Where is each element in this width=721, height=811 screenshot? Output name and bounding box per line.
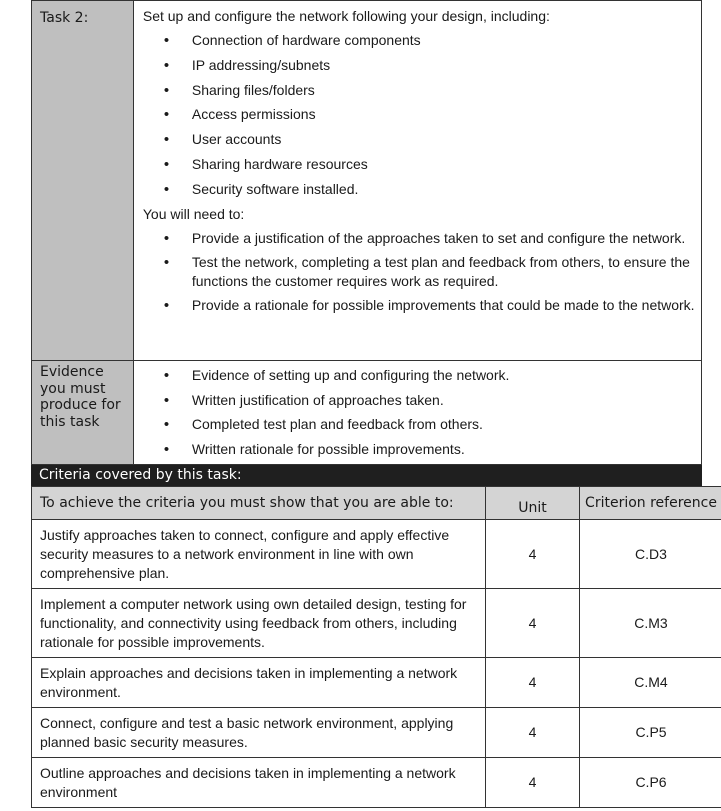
list-item: • Security software installed. [143, 180, 701, 205]
list-item: • Connection of hardware components [143, 31, 701, 56]
reference-cell: C.P6 [580, 758, 721, 808]
unit-cell: 4 [486, 658, 580, 708]
need-item-list [143, 229, 701, 315]
table-row [32, 658, 721, 708]
unit-cell: 4 [486, 520, 580, 589]
task-content [134, 1, 701, 360]
unit-column-header: Unit [486, 487, 580, 520]
criteria-text: Connect, configure and test a basic network environment, applying planned basic security measures. [32, 708, 486, 758]
list-item: • Written rationale for possible improvements. [143, 440, 701, 465]
criteria-table [31, 486, 721, 808]
reference-cell: C.M3 [580, 589, 721, 658]
criteria-heading: Criteria covered by this task: [31, 465, 702, 486]
list-item: • Test the network, completing a test plan and feedback from others, to ensure the functions the customer requires work as required. [143, 253, 701, 291]
need-intro: You will need to: [142, 205, 245, 222]
list-item: • IP addressing/subnets [143, 56, 701, 81]
list-item: • Access permissions [143, 105, 701, 130]
table-row [32, 708, 721, 758]
table-row [32, 520, 721, 589]
evidence-content [134, 361, 701, 464]
unit-cell: 4 [486, 589, 580, 658]
criteria-text: Outline approaches and decisions taken in implementing a network environment [32, 758, 486, 808]
reference-cell: C.P5 [580, 708, 721, 758]
assignment-brief [31, 0, 717, 808]
task-intro: Set up and configure the network following your design, including: [142, 8, 550, 24]
unit-cell: 4 [486, 708, 580, 758]
evidence-list [143, 366, 701, 464]
table-row [32, 758, 721, 808]
criteria-text: Implement a computer network using own detailed design, testing for functionality, and connectivity using feedback from others, including rationale for possible improvements. [32, 589, 486, 658]
criteria-text: Explain approaches and decisions taken in implementing a network environment. [32, 658, 486, 708]
reference-cell: C.M4 [580, 658, 721, 708]
criteria-text: Justify approaches taken to connect, configure and apply effective security measures to a network environment in line with own comprehensive plan. [32, 520, 486, 589]
unit-cell: 4 [486, 758, 580, 808]
criteria-column-header: To achieve the criteria you must show that you are able to: [32, 487, 486, 520]
evidence-row [31, 361, 702, 465]
task-item-list [143, 31, 701, 205]
evidence-label: Evidence you must produce for this task [32, 361, 134, 464]
list-item: • Evidence of setting up and configuring the network. [143, 366, 701, 391]
list-item: • User accounts [143, 130, 701, 155]
list-item: • Sharing files/folders [143, 81, 701, 106]
table-row [32, 589, 721, 658]
task-row [31, 0, 702, 361]
task-label: Task 2: [32, 1, 134, 360]
list-item: • Sharing hardware resources [143, 155, 701, 180]
list-item: • Provide a rationale for possible improvements that could be made to the network. [143, 296, 701, 315]
criteria-header-row [32, 487, 721, 520]
list-item: • Provide a justification of the approaches taken to set and configure the network. [143, 229, 701, 248]
list-item: • Completed test plan and feedback from others. [143, 415, 701, 440]
reference-column-header: Criterion reference [580, 487, 721, 520]
list-item: • Written justification of approaches taken. [143, 391, 701, 416]
reference-cell: C.D3 [580, 520, 721, 589]
